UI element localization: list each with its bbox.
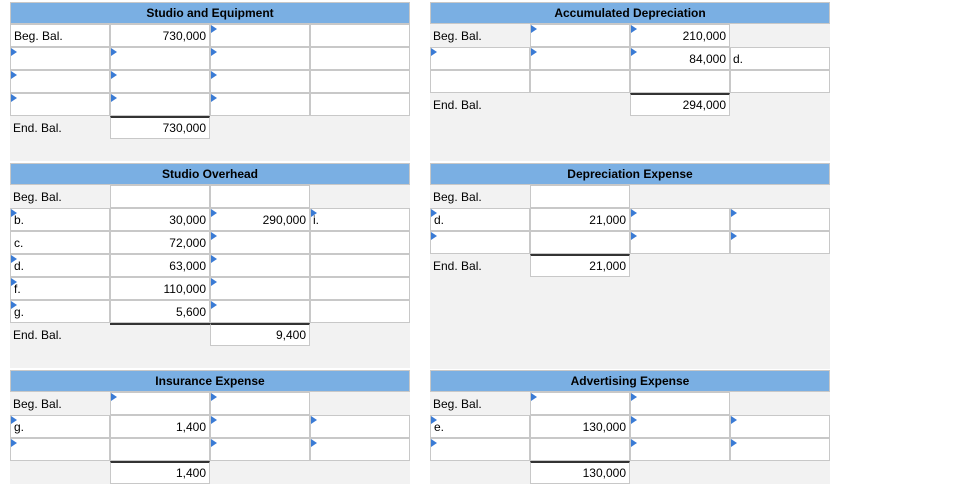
table-row: [430, 438, 830, 461]
credit-label-field[interactable]: [310, 231, 410, 254]
empty-cell: [730, 461, 830, 484]
credit-label-cell: [730, 392, 830, 415]
table-row: [10, 277, 410, 300]
account-title: Studio and Equipment: [10, 2, 410, 24]
debit-amount-field[interactable]: [530, 392, 630, 415]
debit-amount-field[interactable]: [110, 392, 210, 415]
credit-label-field[interactable]: [310, 277, 410, 300]
debit-amount-field[interactable]: [110, 47, 210, 70]
debit-label-field[interactable]: [430, 438, 530, 461]
credit-total-cell: [210, 461, 310, 484]
credit-label-field[interactable]: [310, 24, 410, 47]
credit-label-field[interactable]: [310, 300, 410, 323]
table-row: [10, 254, 410, 277]
credit-label-cell: [730, 24, 830, 47]
credit-total-cell: [210, 116, 310, 139]
credit-amount-field[interactable]: [210, 185, 310, 208]
credit-total-cell: [630, 254, 730, 277]
credit-label-field[interactable]: [730, 208, 830, 231]
empty-cell: [730, 93, 830, 116]
empty-cell: [310, 116, 410, 139]
debit-label-field[interactable]: d.: [10, 254, 110, 277]
empty-cell: [730, 254, 830, 277]
balance-label: Beg. Bal.: [10, 392, 110, 415]
table-row: [10, 93, 410, 116]
debit-amount-field[interactable]: [530, 47, 630, 70]
credit-amount-field[interactable]: [210, 254, 310, 277]
debit-amount-field[interactable]: 730,000: [110, 24, 210, 47]
debit-label-field[interactable]: f.: [10, 277, 110, 300]
balance-label: Beg. Bal.: [430, 392, 530, 415]
table-row: [430, 24, 830, 47]
debit-label-field[interactable]: [10, 47, 110, 70]
balance-label: End. Bal.: [430, 93, 530, 116]
credit-amount-field[interactable]: [210, 93, 310, 116]
table-row: [10, 70, 410, 93]
table-row: [430, 231, 830, 254]
credit-total-cell: [630, 461, 730, 484]
table-row: [430, 70, 830, 93]
debit-total-field[interactable]: 730,000: [110, 116, 210, 139]
credit-amount-field[interactable]: [630, 70, 730, 93]
table-row: [430, 185, 830, 208]
debit-amount-field[interactable]: 30,000: [110, 208, 210, 231]
debit-amount-field[interactable]: [530, 231, 630, 254]
spacer-row: [10, 139, 410, 161]
account-title: Depreciation Expense: [430, 163, 830, 185]
table-row: [430, 93, 830, 116]
credit-label-field[interactable]: [310, 254, 410, 277]
credit-amount-field[interactable]: [210, 47, 310, 70]
balance-label: Beg. Bal.: [430, 185, 530, 208]
credit-amount-field[interactable]: [210, 231, 310, 254]
table-row: [430, 208, 830, 231]
debit-amount-field[interactable]: 1,400: [110, 415, 210, 438]
debit-label-field[interactable]: Beg. Bal.: [10, 24, 110, 47]
credit-label-cell: [730, 185, 830, 208]
credit-label-field[interactable]: d.: [730, 47, 830, 70]
credit-label-field[interactable]: [730, 415, 830, 438]
debit-label-field[interactable]: [430, 70, 530, 93]
table-row: [10, 323, 410, 346]
debit-amount-field[interactable]: 130,000: [530, 415, 630, 438]
debit-amount-field[interactable]: [530, 438, 630, 461]
debit-label-field[interactable]: [10, 438, 110, 461]
t-account-accumulated-depreciation: [430, 2, 830, 161]
credit-total-field[interactable]: 294,000: [630, 93, 730, 116]
table-row: [10, 47, 410, 70]
debit-total-cell: [110, 323, 210, 346]
debit-amount-field[interactable]: 110,000: [110, 277, 210, 300]
table-row: [10, 231, 410, 254]
debit-label-field[interactable]: b.: [10, 208, 110, 231]
balance-label: Beg. Bal.: [10, 185, 110, 208]
table-row: [10, 415, 410, 438]
credit-label-field[interactable]: [310, 70, 410, 93]
spacer-row: [10, 346, 410, 368]
t-account-depreciation-expense: [430, 163, 830, 369]
table-row: [10, 392, 410, 415]
credit-amount-field[interactable]: [210, 277, 310, 300]
balance-label: End. Bal.: [10, 323, 110, 346]
debit-amount-field[interactable]: [530, 24, 630, 47]
credit-amount-field[interactable]: [630, 231, 730, 254]
table-row: [430, 461, 830, 484]
credit-label-field[interactable]: [730, 438, 830, 461]
debit-total-cell: [530, 93, 630, 116]
table-row: [430, 254, 830, 277]
debit-label-field[interactable]: [10, 93, 110, 116]
table-row: [430, 415, 830, 438]
table-row: [10, 208, 410, 231]
credit-label-cell: [310, 392, 410, 415]
debit-amount-field[interactable]: [530, 185, 630, 208]
credit-amount-field[interactable]: [210, 415, 310, 438]
table-row: [10, 116, 410, 139]
balance-label: [10, 461, 110, 484]
balance-label: End. Bal.: [10, 116, 110, 139]
debit-label-field[interactable]: g.: [10, 415, 110, 438]
balance-label: End. Bal.: [430, 254, 530, 277]
credit-label-field[interactable]: [310, 47, 410, 70]
credit-amount-field[interactable]: [210, 392, 310, 415]
table-row: [430, 47, 830, 70]
debit-total-field[interactable]: 1,400: [110, 461, 210, 484]
credit-amount-field[interactable]: [210, 70, 310, 93]
debit-amount-field[interactable]: [110, 93, 210, 116]
credit-label-field[interactable]: [310, 415, 410, 438]
debit-amount-field[interactable]: 63,000: [110, 254, 210, 277]
debit-total-field[interactable]: 21,000: [530, 254, 630, 277]
debit-label-field[interactable]: [10, 70, 110, 93]
credit-label-field[interactable]: i.: [310, 208, 410, 231]
account-title: Accumulated Depreciation: [430, 2, 830, 24]
debit-amount-field[interactable]: [110, 438, 210, 461]
credit-total-field[interactable]: 9,400: [210, 323, 310, 346]
credit-amount-field[interactable]: [630, 438, 730, 461]
spacer-row: [430, 116, 830, 161]
credit-amount-field[interactable]: [210, 438, 310, 461]
table-row: [10, 438, 410, 461]
account-title: Insurance Expense: [10, 370, 410, 392]
credit-amount-field[interactable]: [630, 208, 730, 231]
credit-amount-field[interactable]: 210,000: [630, 24, 730, 47]
t-account-studio-equipment: [10, 2, 410, 161]
table-row: [430, 392, 830, 415]
balance-label: Beg. Bal.: [430, 24, 530, 47]
debit-amount-field[interactable]: 21,000: [530, 208, 630, 231]
empty-cell: [310, 323, 410, 346]
table-row: [10, 461, 410, 484]
debit-label-field[interactable]: d.: [430, 208, 530, 231]
debit-label-field[interactable]: [430, 231, 530, 254]
table-row: [10, 24, 410, 47]
spacer-row: [430, 277, 830, 369]
debit-label-field[interactable]: e.: [430, 415, 530, 438]
credit-label-field[interactable]: [730, 231, 830, 254]
debit-amount-field[interactable]: 5,600: [110, 300, 210, 323]
credit-amount-field[interactable]: 290,000: [210, 208, 310, 231]
account-title: Advertising Expense: [430, 370, 830, 392]
debit-amount-field[interactable]: [110, 185, 210, 208]
credit-label-cell: [310, 185, 410, 208]
empty-cell: [310, 461, 410, 484]
table-row: [10, 300, 410, 323]
credit-amount-field[interactable]: [630, 392, 730, 415]
debit-amount-field[interactable]: 72,000: [110, 231, 210, 254]
debit-label-field[interactable]: g.: [10, 300, 110, 323]
t-account-insurance-expense: [10, 370, 410, 484]
credit-label-field[interactable]: [310, 93, 410, 116]
debit-amount-field[interactable]: [530, 70, 630, 93]
t-account-studio-overhead: [10, 163, 410, 368]
debit-amount-field[interactable]: [110, 70, 210, 93]
debit-total-field[interactable]: 130,000: [530, 461, 630, 484]
credit-label-field[interactable]: [310, 438, 410, 461]
credit-amount-cell: [630, 185, 730, 208]
credit-amount-field[interactable]: [210, 300, 310, 323]
credit-amount-field[interactable]: [210, 24, 310, 47]
credit-label-field[interactable]: [730, 70, 830, 93]
credit-amount-field[interactable]: [630, 415, 730, 438]
t-account-advertising-expense: [430, 370, 830, 484]
credit-amount-field[interactable]: 84,000: [630, 47, 730, 70]
account-title: Studio Overhead: [10, 163, 410, 185]
table-row: [10, 185, 410, 208]
balance-label: [430, 461, 530, 484]
debit-label-field[interactable]: c.: [10, 231, 110, 254]
debit-label-field[interactable]: [430, 47, 530, 70]
